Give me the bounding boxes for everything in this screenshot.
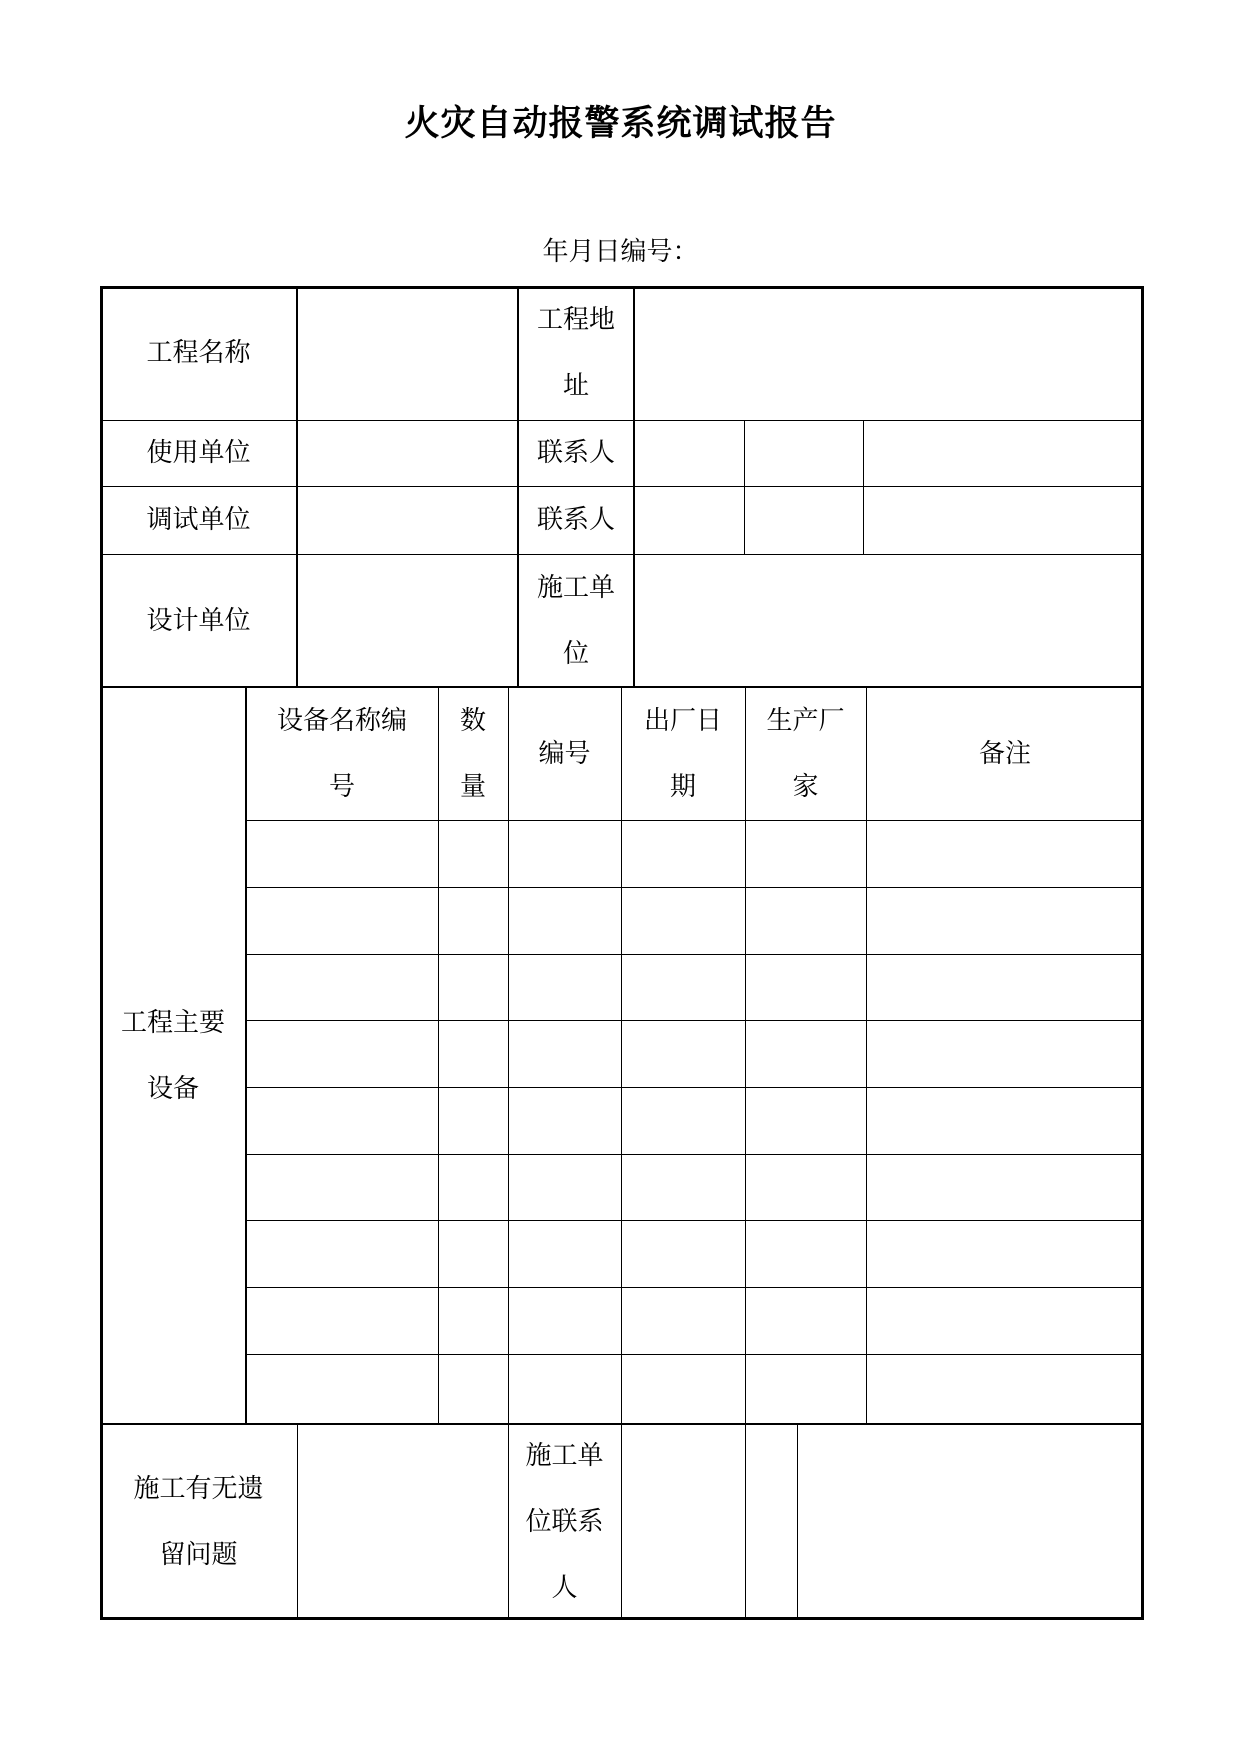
user-unit-label: 使用单位 — [146, 438, 251, 468]
debug-contact-label: 联系人 — [536, 505, 615, 535]
header-quantity: 数 量 — [459, 705, 486, 802]
page-title: 火灾自动报警系统调试报告 — [404, 103, 837, 144]
header-code: 编号 — [538, 738, 591, 769]
design-unit-label: 设计单位 — [146, 605, 251, 636]
header-manufacture-date: 出厂日 期 — [643, 705, 722, 802]
header-equipment-name-number: 设备名称编 号 — [276, 705, 407, 802]
date-number-line: 年月日编号： — [542, 237, 699, 267]
header-remark: 备注 — [978, 738, 1031, 769]
construction-contact-label: 施工单 位联系 人 — [525, 1441, 604, 1603]
header-manufacturer: 生产厂 家 — [766, 705, 845, 802]
project-address-label: 工程地 址 — [536, 305, 615, 401]
user-contact-label: 联系人 — [536, 438, 615, 468]
project-name-label: 工程名称 — [146, 338, 251, 368]
debug-unit-label: 调试单位 — [146, 505, 251, 535]
remaining-issues-label: 施工有无遗 留问题 — [133, 1474, 264, 1570]
table-outer-border — [100, 286, 1144, 1620]
report-form-table — [100, 286, 1144, 1620]
equipment-section-label: 工程主要 设备 — [120, 1007, 225, 1104]
construction-unit-label: 施工单 位 — [536, 572, 615, 669]
